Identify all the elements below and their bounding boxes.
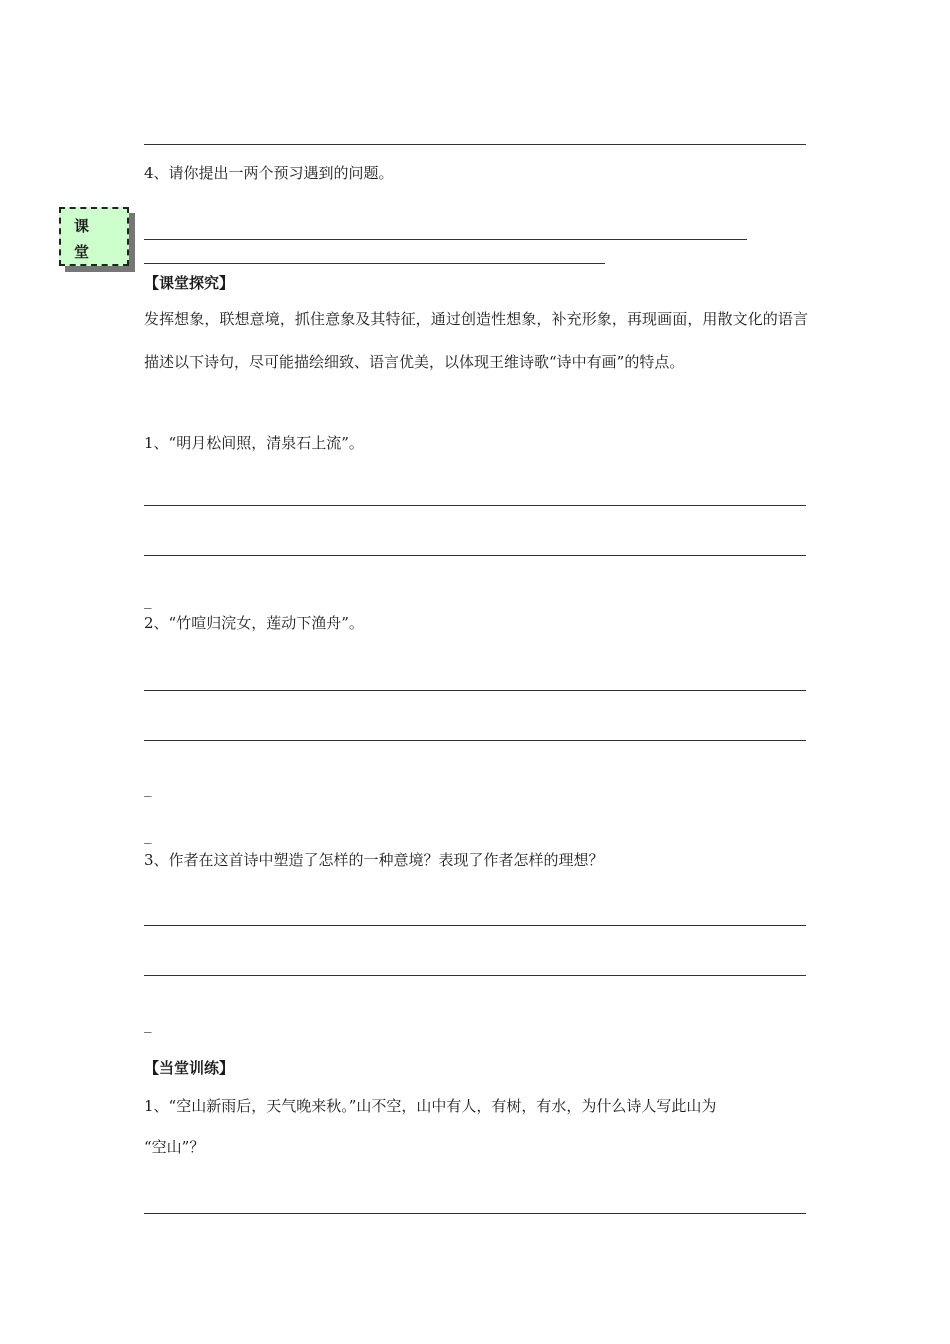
section-badge [59, 207, 129, 266]
answer-line [144, 144, 806, 145]
practice-question-1: 1、“空山新雨后，天气晚来秋。”山不空，山中有人，有树，有水，为什么诗人写此山为 [144, 1097, 717, 1115]
answer-line [144, 690, 806, 691]
answer-line [144, 263, 605, 264]
answer-line [144, 555, 806, 556]
blank-mark: _ [144, 1015, 152, 1033]
blank-mark: _ [144, 826, 152, 844]
answer-line [144, 740, 806, 741]
badge-char-2: 堂 [74, 243, 90, 261]
answer-line [144, 505, 806, 506]
explore-question-1: 1、“明月松间照，清泉石上流”。 [144, 434, 364, 452]
explore-question-3: 3、作者在这首诗中塑造了怎样的一种意境？表现了作者怎样的理想？ [144, 851, 604, 869]
answer-line [144, 925, 806, 926]
badge-char-1: 课 [74, 217, 90, 235]
answer-line [144, 239, 747, 240]
answer-line [144, 1213, 806, 1214]
preview-question-4: 4、请你提出一两个预习遇到的问题。 [144, 164, 394, 182]
practice-question-1-cont: “空山”？ [144, 1138, 205, 1156]
blank-mark: _ [144, 779, 152, 797]
explore-question-2: 2、“竹喧归浣女，莲动下渔舟”。 [144, 614, 364, 632]
answer-line [144, 975, 806, 976]
blank-mark: _ [144, 591, 152, 609]
section-heading-practice: 【当堂训练】 [144, 1059, 235, 1077]
explore-intro: 发挥想象，联想意境，抓住意象及其特征，通过创造性想象，补充形象，再现画面，用散文化的语言描述以下诗句，尽可能描绘细致、语言优美，以体现王维诗歌“诗中有画”的特点。 [144, 310, 808, 371]
section-heading-explore: 【课堂探究】 [144, 274, 235, 292]
